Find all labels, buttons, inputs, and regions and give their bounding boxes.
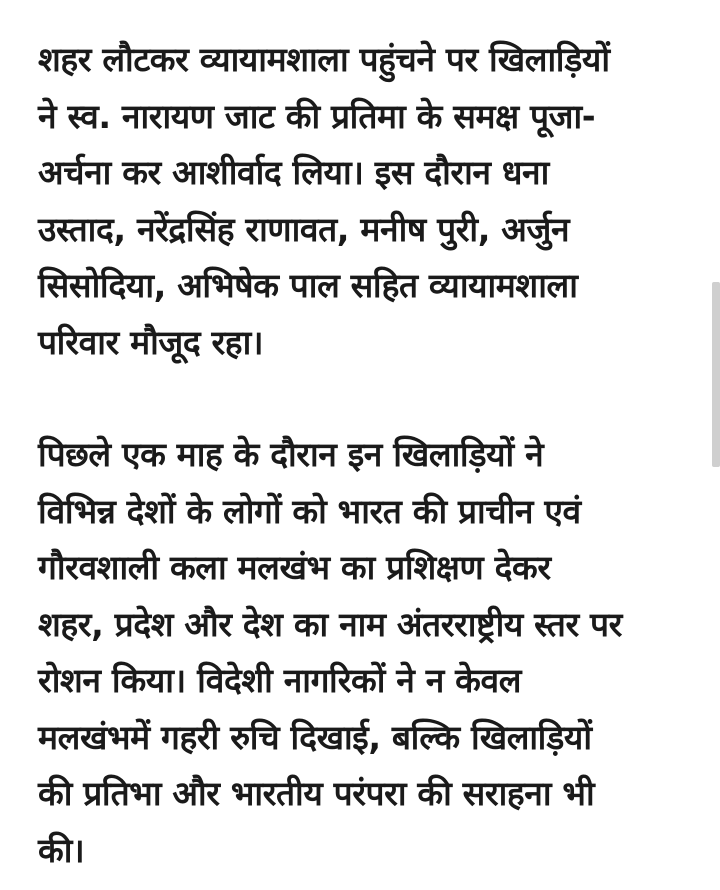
text-line: की। — [38, 830, 85, 870]
text-line: विभिन्न देशों के लोगों को भारत की प्राचीन एवं — [38, 491, 581, 531]
text-line: पिछले एक माह के दौरान इन खिलाड़ियों ने — [38, 435, 544, 474]
text-line: सिसोदिया, अभिषेक पाल सहित व्यायामशाला — [38, 266, 578, 305]
text-line: शहर लौटकर व्यायामशाला पहुंचने पर खिलाड़ियों — [38, 40, 610, 79]
text-line: अर्चना कर आशीर्वाद लिया। इस दौरान धना — [38, 153, 549, 192]
text-line: शहर, प्रदेश और देश का नाम अंतरराष्ट्रीय स्तर पर — [38, 604, 622, 644]
paragraph-2 — [38, 427, 690, 879]
scrollbar-thumb[interactable] — [712, 282, 720, 467]
text-line: उस्ताद, नरेंद्रसिंह राणावत, मनीष पुरी, अर्जुन — [38, 209, 570, 249]
text-line: की प्रतिभा और भारतीय परंपरा की सराहना भी — [38, 774, 595, 813]
text-line: मलखंभमें गहरी रुचि दिखाई, बल्कि खिलाड़ियों — [38, 717, 592, 757]
article-body — [38, 32, 690, 879]
text-line: गौरवशाली कला मलखंभ का प्रशिक्षण देकर — [38, 548, 551, 587]
paragraph-1 — [38, 32, 690, 371]
text-line: परिवार मौजूद रहा। — [38, 322, 264, 362]
text-line: रोशन किया। विदेशी नागरिकों ने न केवल — [38, 661, 522, 700]
text-line: ने स्व. नारायण जाट की प्रतिमा के समक्ष पूजा- — [38, 96, 596, 136]
